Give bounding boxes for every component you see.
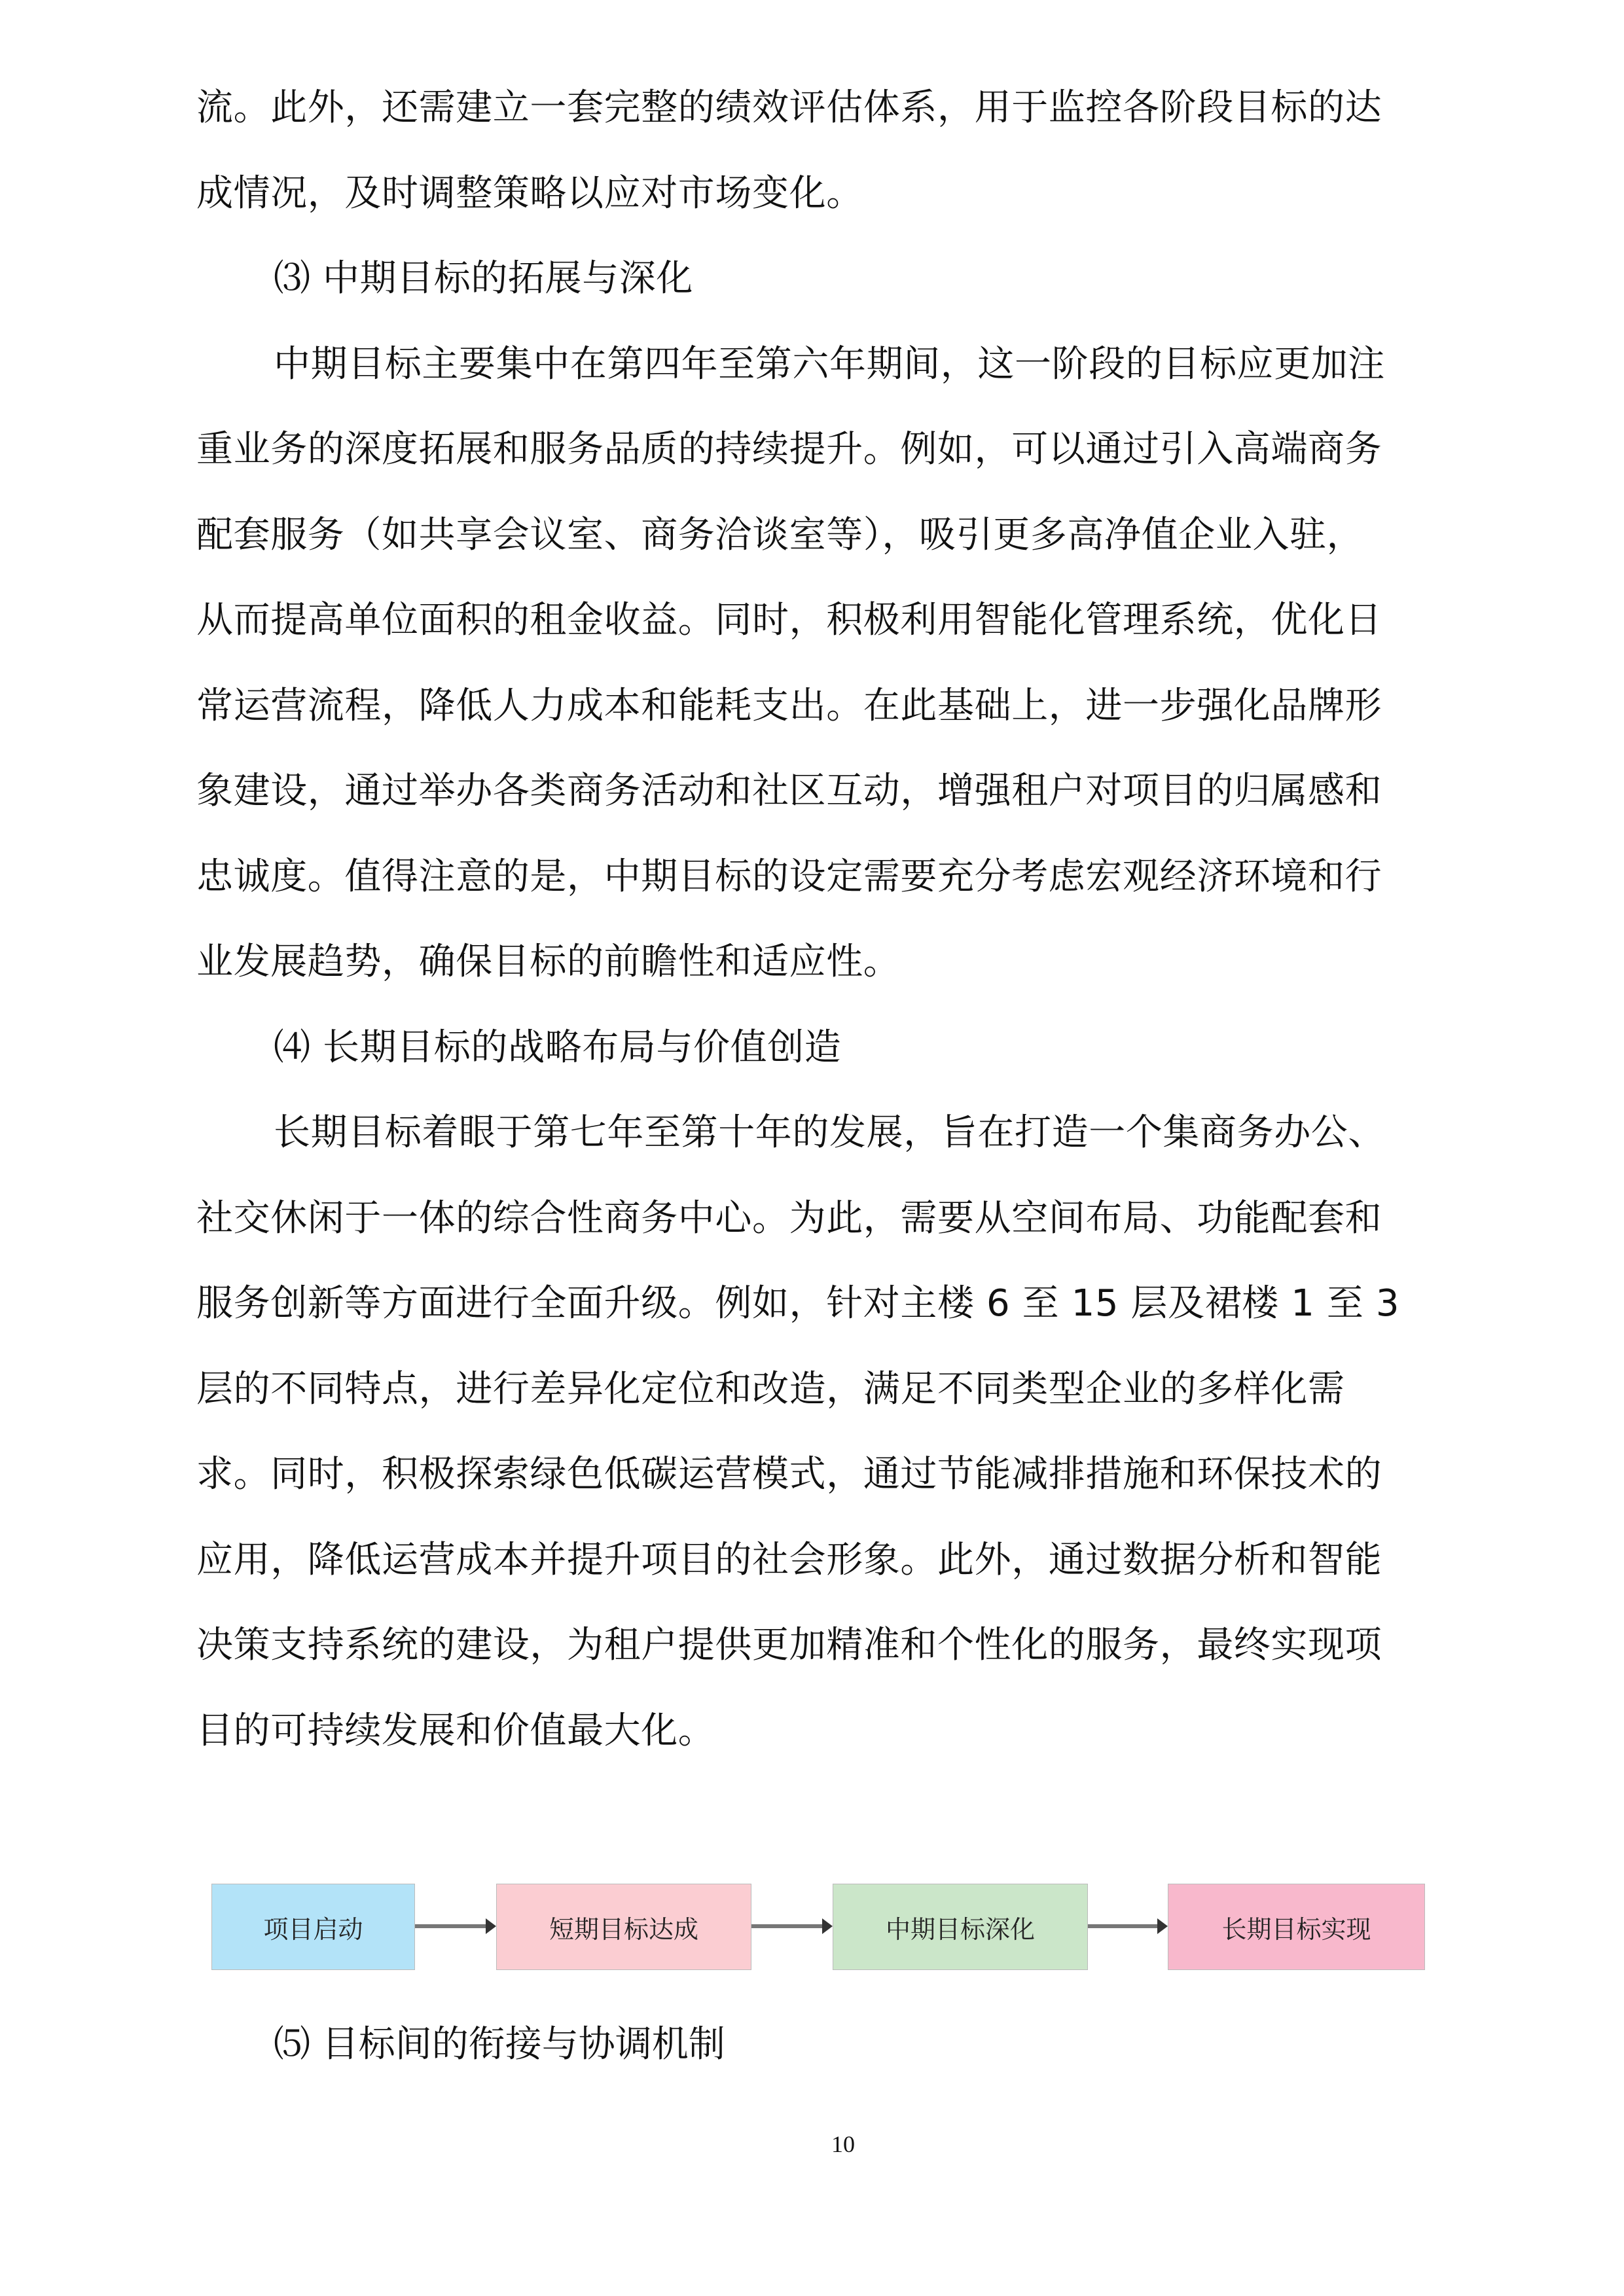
text-line: 服务创新等方面进行全面升级。例如，针对主楼 6 至 15 层及裙楼 1 至 3 <box>196 1282 1400 1325</box>
text-line: 中期目标主要集中在第四年至第六年期间，这一阶段的目标应更加注 <box>274 342 1385 386</box>
flowchart <box>0 1884 1624 1971</box>
text-line: 流。此外，还需建立一套完整的绩效评估体系，用于监控各阶段目标的达 <box>196 86 1382 129</box>
text-line: 求。同时，积极探索绿色低碳运营模式，通过节能减排措施和环保技术的 <box>196 1453 1382 1496</box>
text-line: 应用，降低运营成本并提升项目的社会形象。此外，通过数据分析和智能 <box>196 1538 1382 1581</box>
arrow-icon <box>415 1924 487 1928</box>
body-text <box>196 65 1427 1774</box>
text-line: 层的不同特点，进行差异化定位和改造，满足不同类型企业的多样化需 <box>196 1367 1345 1410</box>
text-line: 社交休闲于一体的综合性商务中心。为此，需要从空间布局、功能配套和 <box>196 1196 1382 1240</box>
text-line: 成情况，及时调整策略以应对市场变化。 <box>196 171 863 215</box>
page-number: 10 <box>831 2131 855 2157</box>
flow-step-short-term <box>496 1884 751 1970</box>
arrow-icon <box>751 1924 823 1928</box>
arrow-icon <box>1088 1924 1159 1928</box>
text-line: 业发展趋势，确保目标的前瞻性和适应性。 <box>196 941 901 983</box>
text-line: 从而提高单位面积的租金收益。同时，积极利用智能化管理系统，优化日 <box>196 599 1382 641</box>
flow-step-label: 短期目标达成 <box>549 1914 698 1944</box>
flow-step-mid-term <box>833 1884 1088 1970</box>
text-line: 决策支持系统的建设，为租户提供更加精准和个性化的服务，最终实现项 <box>196 1624 1382 1666</box>
text-line: 常运营流程，降低人力成本和能耗支出。在此基础上，进一步强化品牌形 <box>196 684 1382 727</box>
section-heading: ⑸ 目标间的衔接与协调机制 <box>274 2023 725 2066</box>
text-line: 重业务的深度拓展和服务品质的持续提升。例如，可以通过引入高端商务 <box>196 428 1382 471</box>
flow-step-label: 中期目标深化 <box>885 1914 1035 1944</box>
text-line: 忠诚度。值得注意的是，中期目标的设定需要充分考虑宏观经济环境和行 <box>196 855 1382 898</box>
text-line: 象建设，通过举办各类商务活动和社区互动，增强租户对项目的归属感和 <box>196 770 1382 812</box>
flow-step-long-term <box>1168 1884 1425 1970</box>
flow-step-label: 长期目标实现 <box>1221 1914 1371 1944</box>
text-line: 目的可持续发展和价值最大化。 <box>196 1709 715 1752</box>
flow-step-label: 项目启动 <box>263 1914 363 1944</box>
text-line: ⑷ 长期目标的战略布局与价值创造 <box>274 1026 842 1069</box>
flow-step-project-start <box>211 1884 415 1970</box>
text-line: ⑶ 中期目标的拓展与深化 <box>274 257 694 300</box>
text-line: 长期目标着眼于第七年至第十年的发展，旨在打造一个集商务办公、 <box>274 1111 1385 1154</box>
text-line: 配套服务（如共享会议室、商务洽谈室等），吸引更多高净值企业入驻， <box>196 513 1364 556</box>
